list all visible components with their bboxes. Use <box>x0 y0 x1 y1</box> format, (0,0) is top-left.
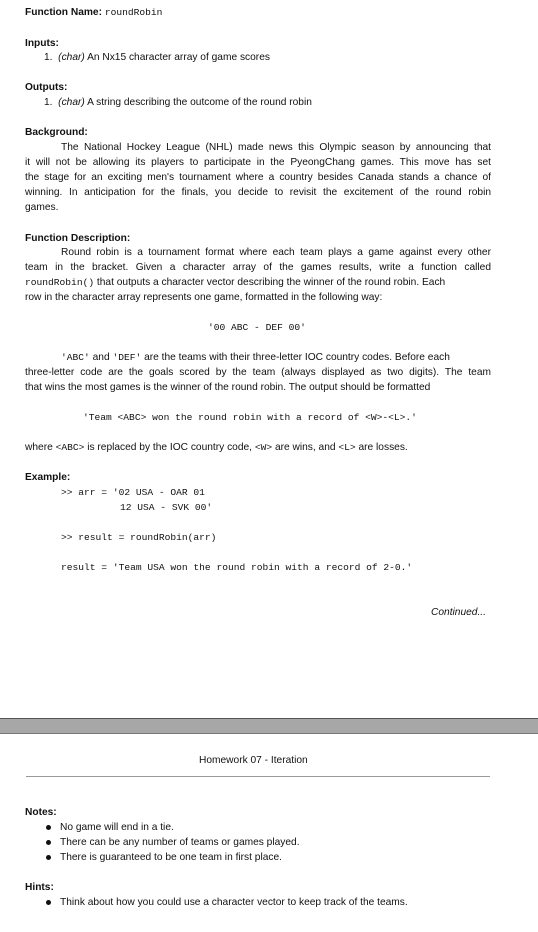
continued-text: Continued... <box>431 607 486 618</box>
function-name-row <box>25 6 162 19</box>
inputs-item-text: An Nx15 character array of game scores <box>87 52 270 63</box>
background-line-3: the stage for an exciting men's tournament where a country besides Canada stands a chance of <box>25 172 491 183</box>
example-line-2: 12 USA - SVK 00' <box>120 502 213 513</box>
description-line-3 <box>25 276 491 289</box>
inputs-heading: Inputs: <box>25 38 59 49</box>
background-line-1: The National Hockey League (NHL) made news this Olympic season by announcing that <box>61 142 491 153</box>
outputs-item-number: 1. <box>44 97 53 108</box>
function-name-label: Function Name: <box>25 7 102 18</box>
example-line-4: result = 'Team USA won the round robin with a record of 2-0.' <box>61 562 413 573</box>
where-code-l: <L> <box>338 442 356 453</box>
outputs-item <box>44 96 312 109</box>
background-line-5: games. <box>25 202 59 213</box>
background-line-4: winning. In anticipation for the finals, you decide to revisit the excitement of the round robin <box>25 187 491 198</box>
where-text-1: where <box>25 442 56 453</box>
inputs-item-type: (char) <box>58 52 85 63</box>
page-separator <box>0 718 538 734</box>
notes-item: There can be any number of teams or games played. <box>60 837 300 848</box>
output-format-code: 'Team <ABC> won the round robin with a record of <W>-<L>.' <box>83 412 417 423</box>
outputs-heading: Outputs: <box>25 82 68 93</box>
example-heading: Example: <box>25 472 71 483</box>
team-code-abc: 'ABC' <box>61 352 90 363</box>
background-heading: Background: <box>25 127 88 138</box>
description-line-1: Round robin is a tournament format where each team plays a game against every other <box>61 247 491 258</box>
where-code-abc: <ABC> <box>55 442 85 453</box>
where-text-2: is replaced by the IOC country code, <box>84 442 255 453</box>
header-divider <box>26 776 490 777</box>
function-name-value: roundRobin <box>104 7 163 18</box>
where-code-w: <W> <box>254 442 273 453</box>
hints-heading: Hints: <box>25 882 54 893</box>
where-text-3: are wins, and <box>272 442 339 453</box>
footer-title: Homework 07 - Iteration <box>199 755 308 766</box>
team-code-def: 'DEF' <box>112 352 142 363</box>
where-line <box>25 441 408 454</box>
hints-item: Think about how you could use a character vector to keep track of the teams. <box>60 897 408 908</box>
notes-item: There is guaranteed to be one team in first place. <box>60 852 282 863</box>
description-line-4: row in the character array represents one game, formatted in the following way: <box>25 292 383 303</box>
function-call-code: roundRobin() <box>25 277 95 288</box>
and-text: and <box>89 352 113 363</box>
example-line-1: >> arr = '02 USA - OAR 01 <box>61 487 205 498</box>
description-p2-line-1-text: are the teams with their three-letter IOC country codes. Before each <box>141 352 450 363</box>
notes-item: No game will end in a tie. <box>60 822 174 833</box>
format-example-code: '00 ABC - DEF 00' <box>208 322 306 333</box>
description-line-3-text: that outputs a character vector describing the winner of the round robin. Each <box>94 277 446 288</box>
where-text-4: are losses. <box>355 442 408 453</box>
example-line-3: >> result = roundRobin(arr) <box>61 532 217 543</box>
description-p2-line-3: that wins the most games is the winner of the round robin. The output should be formatted <box>25 382 431 393</box>
description-heading: Function Description: <box>25 233 131 244</box>
outputs-item-text: A string describing the outcome of the round robin <box>87 97 312 108</box>
description-p2-line-1 <box>61 351 450 364</box>
description-p2-line-2: three-letter code are the goals scored by the team (always displayed as two digits). The team <box>25 367 491 378</box>
inputs-item <box>44 51 270 64</box>
background-line-2: it will not be allowing its players to participate in the PyeongChang games. This move has set <box>25 157 491 168</box>
inputs-item-number: 1. <box>44 52 53 63</box>
notes-heading: Notes: <box>25 807 57 818</box>
description-line-2: team in the bracket. Given a character array of the games results, write a function called <box>25 262 491 273</box>
outputs-item-type: (char) <box>58 97 85 108</box>
